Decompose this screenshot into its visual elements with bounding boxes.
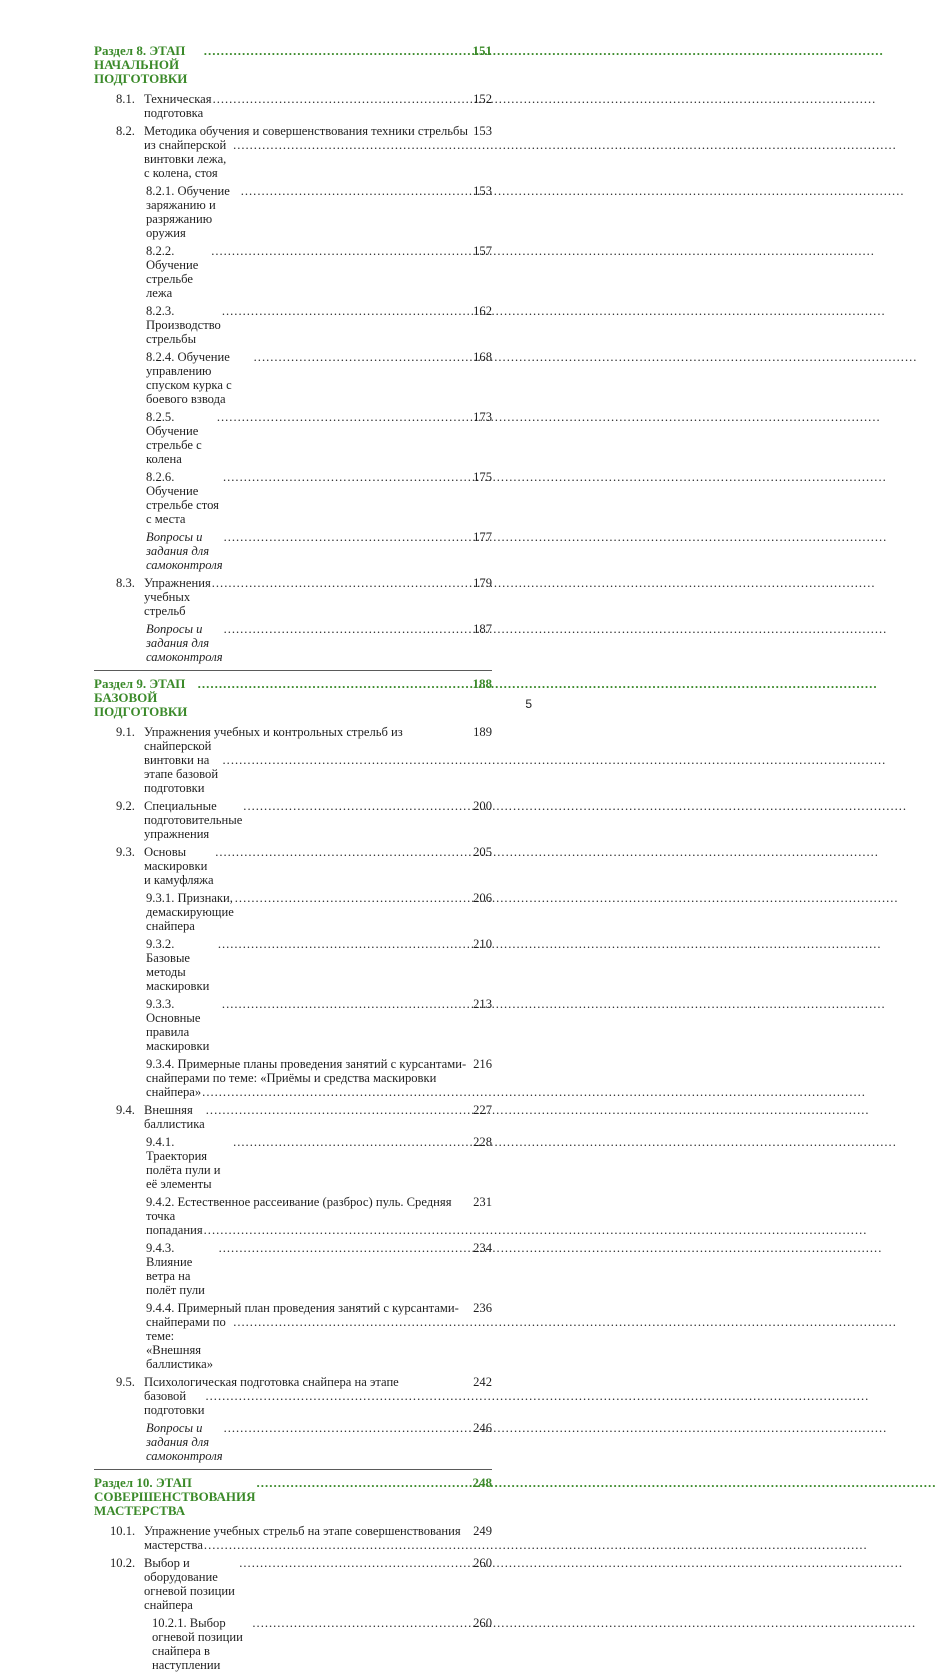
entry-title: попадания: [146, 1223, 203, 1237]
entry-page: 228: [473, 1135, 492, 1149]
entry-title: Специальные подготовительные упражнения: [144, 799, 243, 841]
entry-title: Выбор и оборудование огневой позиции снайпера: [144, 1556, 235, 1612]
section-page: 151: [472, 43, 492, 58]
entry-page: 210: [473, 937, 492, 951]
toc-entry: [94, 410, 492, 466]
entry-title: Техническая подготовка: [144, 92, 212, 120]
toc-entry: [94, 725, 492, 795]
toc-entry: [94, 1241, 492, 1297]
page-number: 5: [525, 697, 532, 711]
section-page: 188: [472, 676, 492, 691]
leader-dots: [233, 1135, 472, 1149]
leader-dots: [223, 753, 473, 767]
toc-entry: [94, 350, 492, 406]
toc-entry-review-questions: [94, 530, 492, 572]
entry-page: 168: [473, 350, 492, 364]
entry-page: 236: [473, 1301, 492, 1315]
leader-dots: [233, 1315, 472, 1329]
entry-title: Упражнения учебных стрельб: [144, 576, 211, 618]
leader-dots: [222, 304, 472, 318]
toc-entry-review-questions: [94, 1421, 492, 1463]
entry-page: 175: [473, 470, 492, 484]
toc-entry: [94, 1375, 492, 1417]
toc-entry: [94, 937, 492, 993]
toc-entry: [94, 799, 492, 841]
leader-dots: [239, 1556, 472, 1570]
entry-title: снайперами по теме: «Внешняя баллистика»: [146, 1315, 226, 1371]
entry-title: 8.2.1. Обучение заряжанию и разряжанию оружия: [146, 184, 230, 240]
toc-entry: [94, 1616, 492, 1672]
entry-title: 8.2.2. Обучение стрельбе лежа: [146, 244, 199, 300]
entry-page: 153: [473, 124, 492, 138]
entry-page: 246: [473, 1421, 492, 1435]
section-title: Раздел 10. ЭТАП СОВЕРШЕНСТВОВАНИЯ МАСТЕРСТВА: [94, 1475, 256, 1518]
entry-number: 8.3.: [116, 576, 135, 590]
entry-number: 9.4.: [116, 1103, 135, 1117]
entry-page: 227: [473, 1103, 492, 1117]
leader-dots: [233, 138, 472, 152]
leader-dots: [252, 1616, 472, 1630]
entry-number: 9.5.: [116, 1375, 135, 1389]
entry-page: 153: [473, 184, 492, 198]
toc-entry: [94, 124, 492, 180]
entry-page: 234: [473, 1241, 492, 1255]
toc-entry: [94, 576, 492, 618]
section-heading: [94, 677, 492, 719]
entry-number: 9.1.: [116, 725, 135, 739]
toc-entry: [94, 92, 492, 120]
entry-title: 9.3.3. Основные правила маскировки: [146, 997, 210, 1053]
toc-entry-review-questions: [94, 622, 492, 664]
section-heading: [94, 1476, 492, 1518]
entry-title-line: Упражнение учебных стрельб на этапе совершенствования: [144, 1524, 461, 1538]
leader-dots: [211, 244, 472, 258]
entry-title: из снайперской винтовки лежа, с колена, стоя: [144, 138, 227, 180]
entry-title-line: Психологическая подготовка снайпера на этапе: [144, 1375, 399, 1389]
section-divider: [94, 1469, 492, 1470]
leader-dots: [204, 1223, 472, 1237]
leader-dots: [198, 677, 472, 691]
entry-page: 260: [473, 1556, 492, 1570]
toc-entry: [94, 244, 492, 300]
entry-title: 8.2.3. Производство стрельбы: [146, 304, 221, 346]
toc-entry: [94, 470, 492, 526]
entry-page: 162: [473, 304, 492, 318]
entry-number: 9.2.: [116, 799, 135, 813]
leader-dots: [212, 576, 472, 590]
entry-title: 9.4.3. Влияние ветра на полёт пули: [146, 1241, 205, 1297]
entry-title: 9.4.1. Траектория полёта пули и её элементы: [146, 1135, 221, 1191]
entry-title-line: Методика обучения и совершенствования техники стрельбы: [144, 124, 468, 138]
toc-entry: [94, 184, 492, 240]
toc-entry: [94, 997, 492, 1053]
entry-title-line: 9.4.2. Естественное рассеивание (разброс) пуль. Средняя точка: [146, 1195, 452, 1223]
entry-number: 10.2.: [110, 1556, 136, 1570]
entry-page: 179: [473, 576, 492, 590]
entry-page: 216: [473, 1057, 492, 1071]
entry-number: 9.3.: [116, 845, 135, 859]
entry-number: 8.2.: [116, 124, 135, 138]
entry-title: Вопросы и задания для самоконтроля: [146, 530, 223, 572]
entry-page: 173: [473, 410, 492, 424]
entry-title: мастерства: [144, 1538, 203, 1552]
toc-entry: [94, 1195, 492, 1237]
section-page: 248: [472, 1475, 492, 1490]
leader-dots: [224, 530, 473, 544]
leader-dots: [224, 622, 473, 636]
leader-dots: [206, 1103, 472, 1117]
entry-page: 189: [473, 725, 492, 739]
leader-dots: [204, 44, 472, 58]
toc-entry: [94, 1057, 492, 1099]
entry-number: 8.1.: [116, 92, 135, 106]
toc-entry: [94, 304, 492, 346]
leader-dots: [222, 997, 472, 1011]
entry-title: 8.2.5. Обучение стрельбе с колена: [146, 410, 202, 466]
toc-entry: [94, 1524, 492, 1552]
leader-dots: [224, 1421, 473, 1435]
entry-title-line: 9.4.4. Примерный план проведения занятий с курсантами-: [146, 1301, 459, 1315]
leader-dots: [219, 1241, 473, 1255]
leader-dots: [217, 410, 472, 424]
entry-page: 157: [473, 244, 492, 258]
entry-page: 152: [473, 92, 492, 106]
toc-entry: [94, 1556, 492, 1612]
entry-page: 213: [473, 997, 492, 1011]
toc-entry: [94, 1301, 492, 1371]
section-divider: [94, 670, 492, 671]
leader-dots: [243, 799, 472, 813]
entry-title: 10.2.1. Выбор огневой позиции снайпера в наступлении: [152, 1616, 243, 1672]
leader-dots: [204, 1538, 472, 1552]
leader-dots: [202, 1085, 472, 1099]
entry-title: Вопросы и задания для самоконтроля: [146, 1421, 223, 1463]
entry-page: 187: [473, 622, 492, 636]
section-heading: [94, 44, 492, 86]
toc-entry: [94, 891, 492, 933]
entry-page: 205: [473, 845, 492, 859]
entry-page: 231: [473, 1195, 492, 1209]
entry-title: Внешняя баллистика: [144, 1103, 205, 1131]
leader-dots: [254, 350, 472, 364]
leader-dots: [215, 845, 472, 859]
entry-number: 10.1.: [110, 1524, 136, 1538]
entry-page: 249: [473, 1524, 492, 1538]
entry-page: 177: [473, 530, 492, 544]
leader-dots: [213, 92, 473, 106]
section-title: Раздел 9. ЭТАП БАЗОВОЙ ПОДГОТОВКИ: [94, 676, 188, 719]
table-of-contents: [94, 44, 492, 1676]
entry-title: 8.2.4. Обучение управлению спуском курка с боевого взвода: [146, 350, 232, 406]
entry-page: 206: [473, 891, 492, 905]
leader-dots: [241, 184, 472, 198]
toc-entry: [94, 1135, 492, 1191]
entry-title: снайпера»: [146, 1085, 202, 1099]
entry-title-line: 9.3.4. Примерные планы проведения занятий с курсантами-: [146, 1057, 467, 1071]
entry-page: 200: [473, 799, 492, 813]
entry-title: Вопросы и задания для самоконтроля: [146, 622, 223, 664]
leader-dots: [257, 1476, 472, 1490]
toc-entry: [94, 845, 492, 887]
leader-dots: [218, 937, 472, 951]
entry-page: 260: [473, 1616, 492, 1630]
entry-title-line: Упражнения учебных и контрольных стрельб из снайперской: [144, 725, 403, 753]
entry-title: винтовки на этапе базовой подготовки: [144, 753, 219, 795]
leader-dots: [235, 891, 472, 905]
entry-page: 242: [473, 1375, 492, 1389]
entry-title: 9.3.1. Признаки, демаскирующие снайпера: [146, 891, 234, 933]
toc-entry: [94, 1103, 492, 1131]
entry-title: 8.2.6. Обучение стрельбе стоя с места: [146, 470, 219, 526]
entry-title: Основы маскировки и камуфляжа: [144, 845, 214, 887]
leader-dots: [223, 470, 472, 484]
entry-title: базовой подготовки: [144, 1389, 205, 1417]
entry-title-line: снайперами по теме: «Приёмы и средства маскировки: [146, 1071, 437, 1085]
entry-title: 9.3.2. Базовые методы маскировки: [146, 937, 210, 993]
leader-dots: [206, 1389, 473, 1403]
section-title: Раздел 8. ЭТАП НАЧАЛЬНОЙ ПОДГОТОВКИ: [94, 43, 188, 86]
